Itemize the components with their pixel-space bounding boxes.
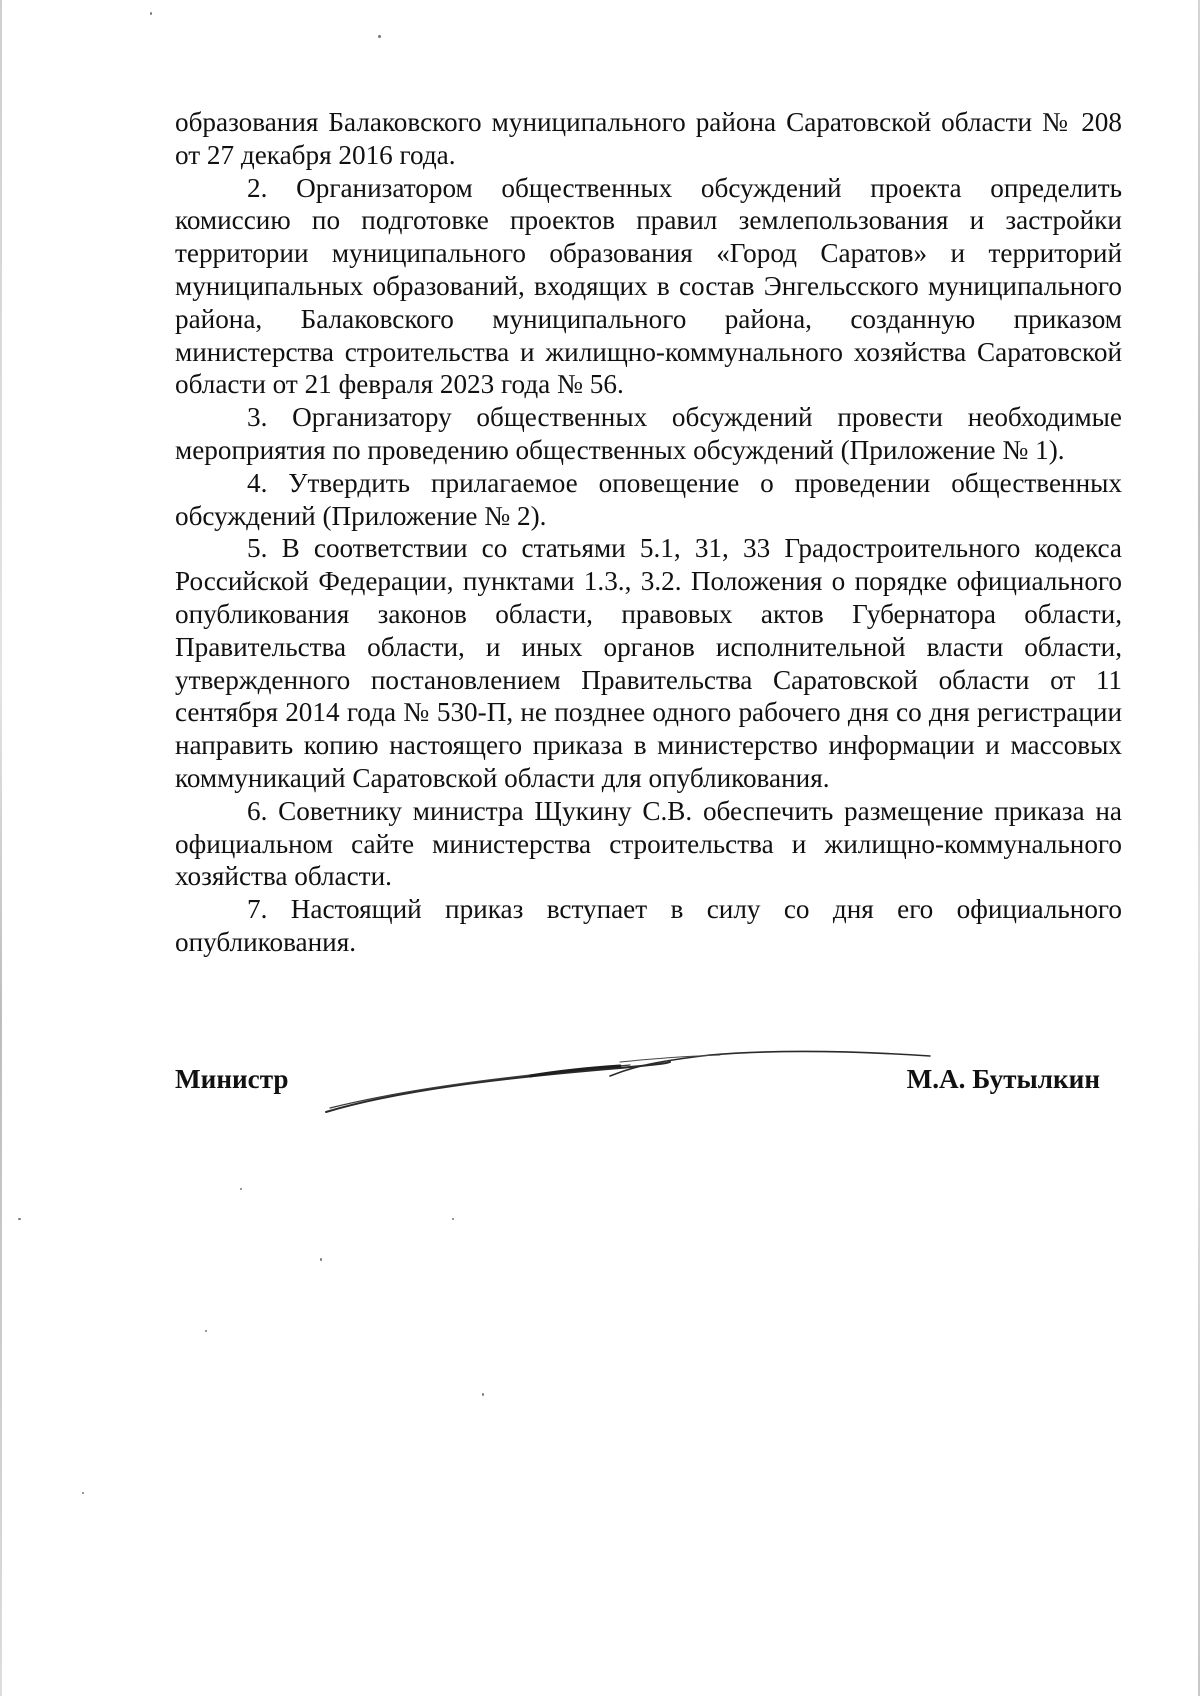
scan-speck [150, 12, 152, 15]
paragraph-continuation: образования Балаковского муниципального района Саратовской области № 208 от 27 декабря 2016 года. [175, 107, 1122, 170]
signature-block [175, 1064, 1100, 1104]
paragraph-item-2: 2. Организатором общественных обсуждений проекта определить комиссию по подготовке проектов правил землепользования и застройки территории муниципального образования «Город Саратов» и территорий муниципальных образований, входящих в состав Энгельсского муниципального района, Балаковского муниципального района, созданную приказом министерства строительства и жилищно-коммунального хозяйства Саратовской области от 21 февраля 2023 года № 56. [175, 172, 1122, 400]
signatory-name: М.А. Бутылкин [906, 1064, 1100, 1094]
signatory-title: Министр [175, 1064, 289, 1094]
document-body [175, 106, 1122, 959]
paragraph-item-7: 7. Настоящий приказ вступает в силу со дня его официального опубликования. [175, 894, 1122, 957]
paragraph-item-3: 3. Организатору общественных обсуждений провести необходимые мероприятия по проведению общественных обсуждений (Приложение № 1). [175, 402, 1122, 465]
paragraph-item-6: 6. Советнику министра Щукину С.В. обеспечить размещение приказа на официальном сайте министерства строительства и жилищно-коммунального хозяйства области. [175, 795, 1122, 892]
scan-speck [82, 1492, 84, 1494]
paragraph-item-4: 4. Утвердить прилагаемое оповещение о проведении общественных обсуждений (Приложение № 2). [175, 467, 1122, 531]
scan-speck [452, 1218, 454, 1220]
scan-speck [240, 1188, 242, 1190]
scan-speck [320, 1258, 322, 1261]
scan-speck [378, 35, 381, 38]
paragraph-item-5: 5. В соответствии со статьями 5.1, 31, 33 Градостроительного кодекса Российской Федерации, пунктами 1.3., 3.2. Положения о порядке официального опубликования законов области, правовых актов Губернатора области, Правительства области, и иных органов исполнительной власти области, утвержденного постановлением Правительства Саратовской области от 11 сентября 2014 года № 530-П, не позднее одного рабочего дня со дня регистрации направить копию настоящего приказа в министерство информации и массовых коммуникаций Саратовской области для опубликования. [175, 533, 1122, 793]
scan-edge-left [0, 0, 2, 1696]
scan-speck [18, 1218, 21, 1220]
scan-speck [482, 1393, 484, 1396]
scan-speck [205, 1330, 207, 1332]
